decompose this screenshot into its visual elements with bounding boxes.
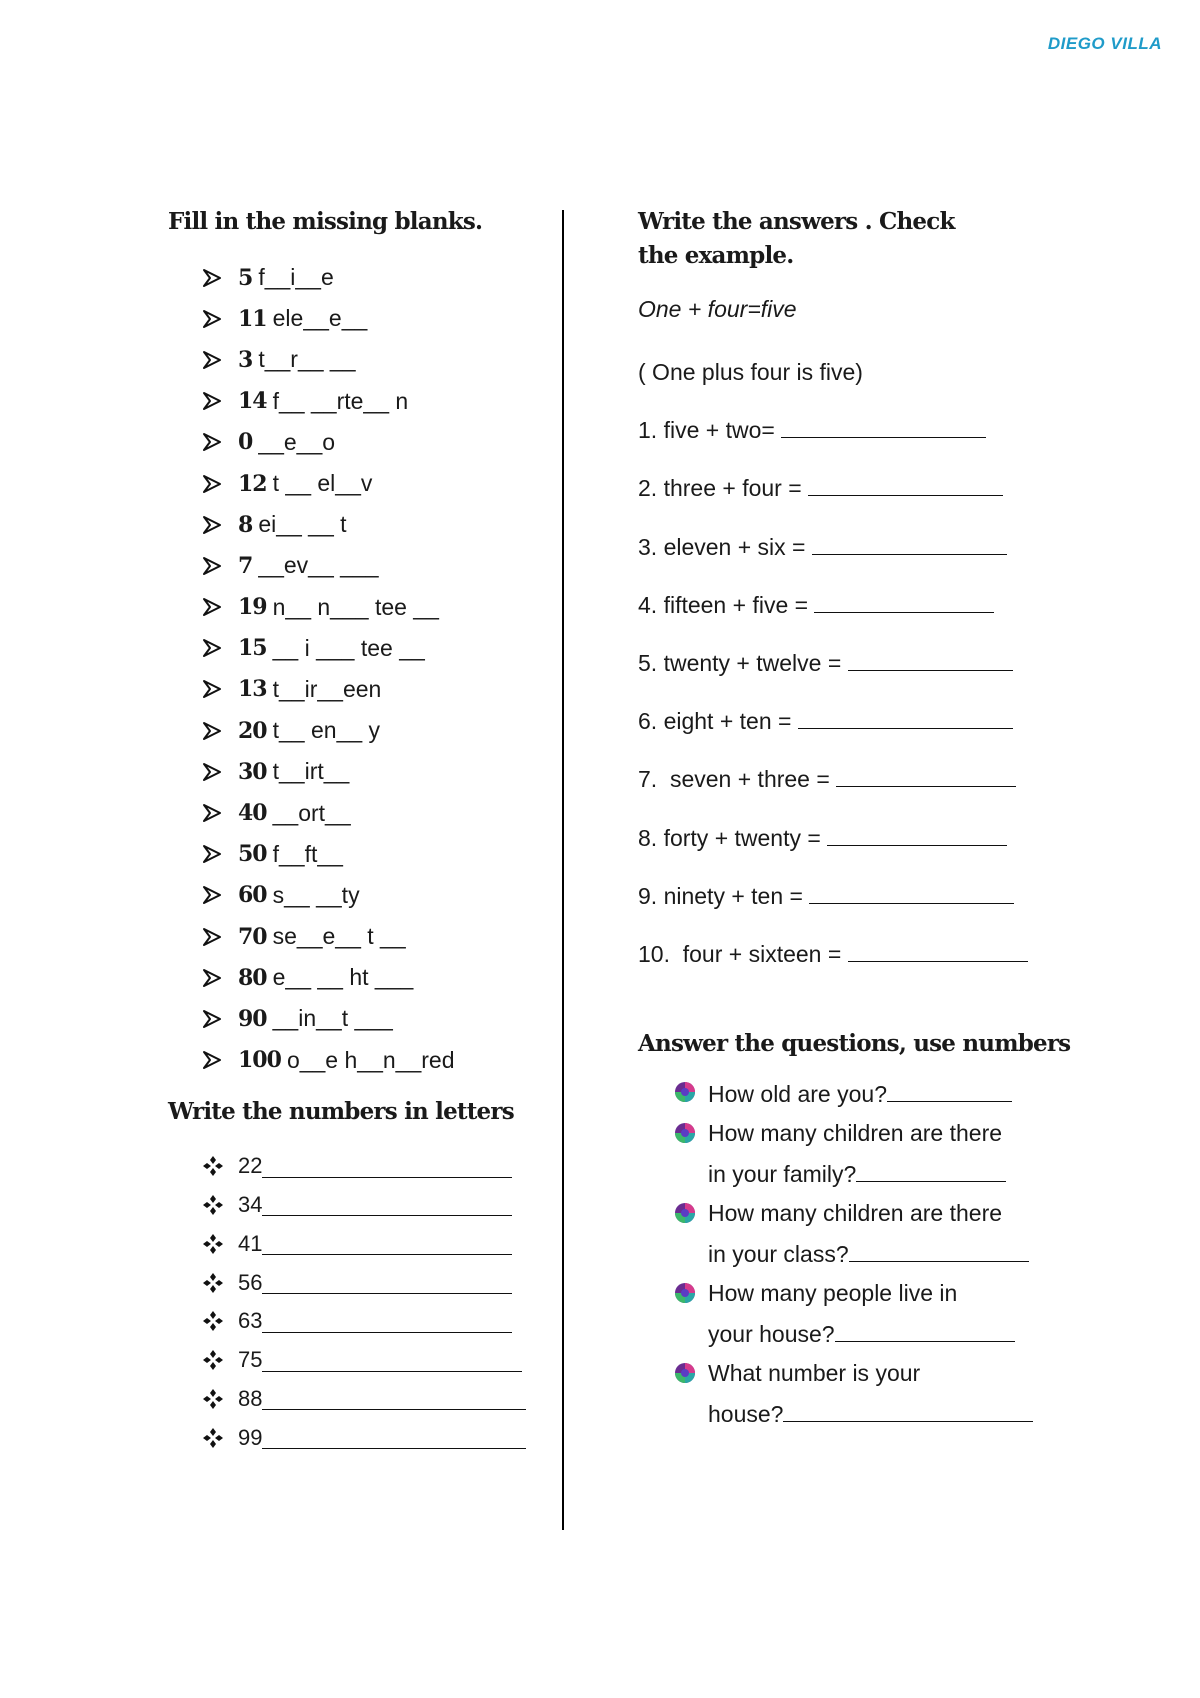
diamond-bullet-icon: [202, 1155, 224, 1177]
blank-item: [202, 381, 548, 422]
question-item: [674, 1073, 1078, 1114]
arrow-bullet-icon: [202, 309, 222, 329]
question-line: [708, 1114, 1006, 1153]
blank-item: [202, 1040, 548, 1081]
sum-text: 7. seven + three =: [638, 766, 830, 793]
answer-blank-line[interactable]: [262, 1193, 512, 1216]
blank-pattern: f__i__e: [258, 264, 334, 291]
arrow-bullet-icon: [202, 679, 222, 699]
question-line: [708, 1073, 1012, 1114]
blank-number: 100: [238, 1047, 281, 1074]
diamond-bullet-icon: [202, 1233, 224, 1255]
blank-pattern: t__ en__ y: [272, 717, 381, 744]
blank-item: [202, 545, 548, 586]
answer-blank-line[interactable]: [808, 465, 1003, 496]
blank-number: 8: [238, 511, 253, 538]
blank-item: [202, 916, 548, 957]
gem-bullet-icon: [674, 1282, 696, 1304]
answer-blank-line[interactable]: [809, 873, 1014, 904]
example-explanation: ( One plus four is five): [638, 359, 863, 385]
gem-bullet-icon: [674, 1081, 696, 1103]
letters-number: 88: [238, 1385, 263, 1411]
question-item: [674, 1354, 1078, 1434]
diamond-bullet-icon: [202, 1388, 224, 1410]
answer-blank-line[interactable]: [814, 582, 994, 613]
sum-text: 1. five + two=: [638, 417, 775, 444]
blank-number: 19: [238, 594, 267, 621]
arrow-bullet-icon: [202, 391, 222, 411]
question-line-text: How many children are there: [708, 1120, 1003, 1147]
letters-item: [202, 1263, 548, 1302]
blank-item: [202, 792, 548, 833]
arrow-bullet-icon: [202, 515, 222, 535]
diamond-bullet-icon: [202, 1194, 224, 1216]
question-line-text: in your class?: [708, 1241, 849, 1268]
letters-item: [202, 1418, 548, 1457]
sum-item: [638, 925, 1078, 983]
letters-number: 56: [238, 1269, 263, 1295]
question-line: [708, 1354, 1033, 1393]
sum-text: 2. three + four =: [638, 475, 802, 502]
blank-pattern: __ i ___ tee __: [272, 634, 425, 661]
sum-text: 3. eleven + six =: [638, 533, 806, 560]
blank-number: 0: [238, 429, 253, 456]
arrow-bullet-icon: [202, 968, 222, 988]
question-text: [708, 1274, 1015, 1354]
answer-blank-line[interactable]: [856, 1153, 1006, 1182]
blank-number: 50: [238, 841, 267, 868]
blank-item: [202, 998, 548, 1039]
blank-pattern: e__ __ ht ___: [272, 964, 414, 991]
question-text: [708, 1073, 1012, 1114]
answer-blank-line[interactable]: [849, 1233, 1029, 1262]
letters-item: [202, 1302, 548, 1341]
blank-item: [202, 628, 548, 669]
blank-number: 60: [238, 882, 267, 909]
blank-number: 3: [238, 346, 253, 373]
question-line-text: How old are you?: [708, 1081, 887, 1108]
blank-pattern: __in__t ___: [272, 1005, 393, 1032]
diamond-bullet-icon: [202, 1427, 224, 1449]
blank-item: [202, 422, 548, 463]
letters-item: [202, 1341, 548, 1380]
arrow-bullet-icon: [202, 803, 222, 823]
arrow-bullet-icon: [202, 474, 222, 494]
blank-pattern: n__ n___ tee __: [272, 593, 439, 620]
questions-list: [674, 1073, 1078, 1434]
answer-blank-line[interactable]: [262, 1271, 512, 1294]
blank-pattern: f__ft__: [272, 840, 343, 867]
right-column: [638, 205, 1078, 1434]
answer-blank-line[interactable]: [262, 1310, 512, 1333]
sums-list: [638, 343, 1078, 983]
blank-number: 7: [238, 552, 253, 579]
gem-bullet-icon: [674, 1362, 696, 1384]
arrow-bullet-icon: [202, 844, 222, 864]
sum-text: 9. ninety + ten =: [638, 882, 803, 909]
sum-item: [638, 459, 1078, 517]
answer-blank-line[interactable]: [262, 1349, 522, 1372]
write-letters-heading: Write the numbers in letters: [168, 1097, 514, 1125]
sum-item: [638, 634, 1078, 692]
answer-blank-line[interactable]: [812, 524, 1007, 555]
answer-blank-line[interactable]: [835, 1313, 1015, 1342]
blank-item: [202, 834, 548, 875]
arrow-bullet-icon: [202, 638, 222, 658]
gem-bullet-icon: [674, 1202, 696, 1224]
answer-blank-line[interactable]: [262, 1387, 526, 1410]
blank-pattern: t__ir__een: [272, 675, 382, 702]
letters-item: [202, 1147, 548, 1186]
answer-blank-line[interactable]: [262, 1155, 512, 1178]
question-text: [708, 1354, 1033, 1434]
letters-number: 99: [238, 1424, 263, 1450]
blank-item: [202, 463, 548, 504]
question-line: [708, 1233, 1029, 1274]
blank-number: 12: [238, 470, 267, 497]
letters-item: [202, 1380, 548, 1419]
question-item: [674, 1114, 1078, 1194]
question-line: [708, 1393, 1033, 1434]
sum-item: [638, 518, 1078, 576]
sum-item: [638, 809, 1078, 867]
sum-text: 6. eight + ten =: [638, 708, 792, 735]
sum-text: 10. four + sixteen =: [638, 940, 842, 967]
letters-item: [202, 1186, 548, 1225]
question-line: [708, 1194, 1029, 1233]
gem-bullet-icon: [674, 1122, 696, 1144]
answer-blank-line[interactable]: [262, 1232, 512, 1255]
arrow-bullet-icon: [202, 885, 222, 905]
sum-item: [638, 867, 1078, 925]
letters-number: 34: [238, 1191, 263, 1217]
arrow-bullet-icon: [202, 927, 222, 947]
question-text: [708, 1194, 1029, 1274]
arrow-bullet-icon: [202, 597, 222, 617]
blank-pattern: __e__o: [258, 428, 336, 455]
sum-text: 8. forty + twenty =: [638, 824, 821, 851]
arrow-bullet-icon: [202, 1009, 222, 1029]
sum-item: [638, 576, 1078, 634]
answer-blank-line[interactable]: [262, 1426, 526, 1449]
blank-number: 13: [238, 676, 267, 703]
blank-pattern: __ev__ ___: [258, 552, 379, 579]
blank-number: 14: [238, 388, 267, 415]
question-item: [674, 1194, 1078, 1274]
answer-blank-line[interactable]: [781, 407, 986, 438]
letters-number: 63: [238, 1308, 263, 1334]
blank-item: [202, 751, 548, 792]
answer-blank-line[interactable]: [783, 1393, 1033, 1422]
sum-text: 4. fifteen + five =: [638, 591, 809, 618]
blank-pattern: se__e__ t __: [272, 923, 406, 950]
blank-number: 15: [238, 635, 267, 662]
answer-blank-line[interactable]: [887, 1073, 1012, 1102]
letters-number: 41: [238, 1230, 263, 1256]
blank-item: [202, 298, 548, 339]
sum-item: [638, 750, 1078, 808]
letters-item: [202, 1224, 548, 1263]
left-column: [168, 205, 548, 1457]
arrow-bullet-icon: [202, 350, 222, 370]
question-line-text: your house?: [708, 1321, 835, 1348]
blank-number: 11: [238, 305, 267, 332]
blank-item: [202, 875, 548, 916]
answer-blank-line[interactable]: [848, 640, 1013, 671]
blank-item: [202, 587, 548, 628]
blank-pattern: ei__ __ t: [258, 511, 347, 538]
arrow-bullet-icon: [202, 268, 222, 288]
blank-item: [202, 669, 548, 710]
arrow-bullet-icon: [202, 432, 222, 452]
answer-blank-line[interactable]: [836, 756, 1016, 787]
blank-number: 20: [238, 717, 267, 744]
blank-number: 80: [238, 964, 267, 991]
sum-text: 5. twenty + twelve =: [638, 649, 842, 676]
question-line-text: house?: [708, 1401, 784, 1428]
diamond-bullet-icon: [202, 1349, 224, 1371]
question-line-text: How many people live in: [708, 1280, 958, 1307]
arrow-bullet-icon: [202, 556, 222, 576]
blank-item: [202, 339, 548, 380]
questions-heading: Answer the questions, use numbers: [638, 1030, 1071, 1058]
question-text: [708, 1114, 1006, 1194]
arrow-bullet-icon: [202, 762, 222, 782]
blank-number: 5: [238, 264, 253, 291]
blank-pattern: o__e h__n__red: [286, 1046, 455, 1073]
blank-pattern: ele__e__: [272, 305, 368, 332]
question-line-text: How many children are there: [708, 1200, 1003, 1227]
fill-blanks-list: [202, 257, 548, 1081]
blank-item: [202, 257, 548, 298]
blank-pattern: s__ __ty: [272, 881, 360, 908]
answer-blank-line[interactable]: [848, 931, 1028, 962]
diamond-bullet-icon: [202, 1272, 224, 1294]
arrow-bullet-icon: [202, 721, 222, 741]
blank-item: [202, 710, 548, 751]
question-item: [674, 1274, 1078, 1354]
blank-number: 30: [238, 758, 267, 785]
blank-pattern: f__ __rte__ n: [272, 387, 409, 414]
answer-blank-line[interactable]: [798, 698, 1013, 729]
write-letters-list: [202, 1147, 548, 1457]
letters-number: 75: [238, 1347, 263, 1373]
blank-number: 90: [238, 1005, 267, 1032]
question-line: [708, 1313, 1015, 1354]
blank-pattern: __ort__: [272, 799, 351, 826]
arrow-bullet-icon: [202, 1050, 222, 1070]
blank-pattern: t __ el__v: [272, 470, 373, 497]
blank-pattern: t__r__ __: [258, 346, 356, 373]
sum-item: [638, 692, 1078, 750]
example-sum: One + four=five: [638, 296, 797, 322]
diamond-bullet-icon: [202, 1310, 224, 1332]
blank-number: 40: [238, 800, 267, 827]
letters-number: 22: [238, 1153, 263, 1179]
author-name: DIEGO VILLA: [1047, 34, 1162, 53]
fill-blanks-heading: Fill in the missing blanks.: [168, 208, 483, 235]
blank-number: 70: [238, 923, 267, 950]
question-line: [708, 1153, 1006, 1194]
question-line-text: What number is your: [708, 1360, 921, 1387]
write-answers-heading: Write the answers . Check the example.: [638, 208, 955, 269]
blank-item: [202, 504, 548, 545]
blank-pattern: t__irt__: [272, 758, 350, 785]
blank-item: [202, 957, 548, 998]
answer-blank-line[interactable]: [827, 815, 1007, 846]
sum-item: [638, 401, 1078, 459]
question-line: [708, 1274, 1015, 1313]
question-line-text: in your family?: [708, 1161, 857, 1188]
column-divider: [562, 210, 564, 1530]
